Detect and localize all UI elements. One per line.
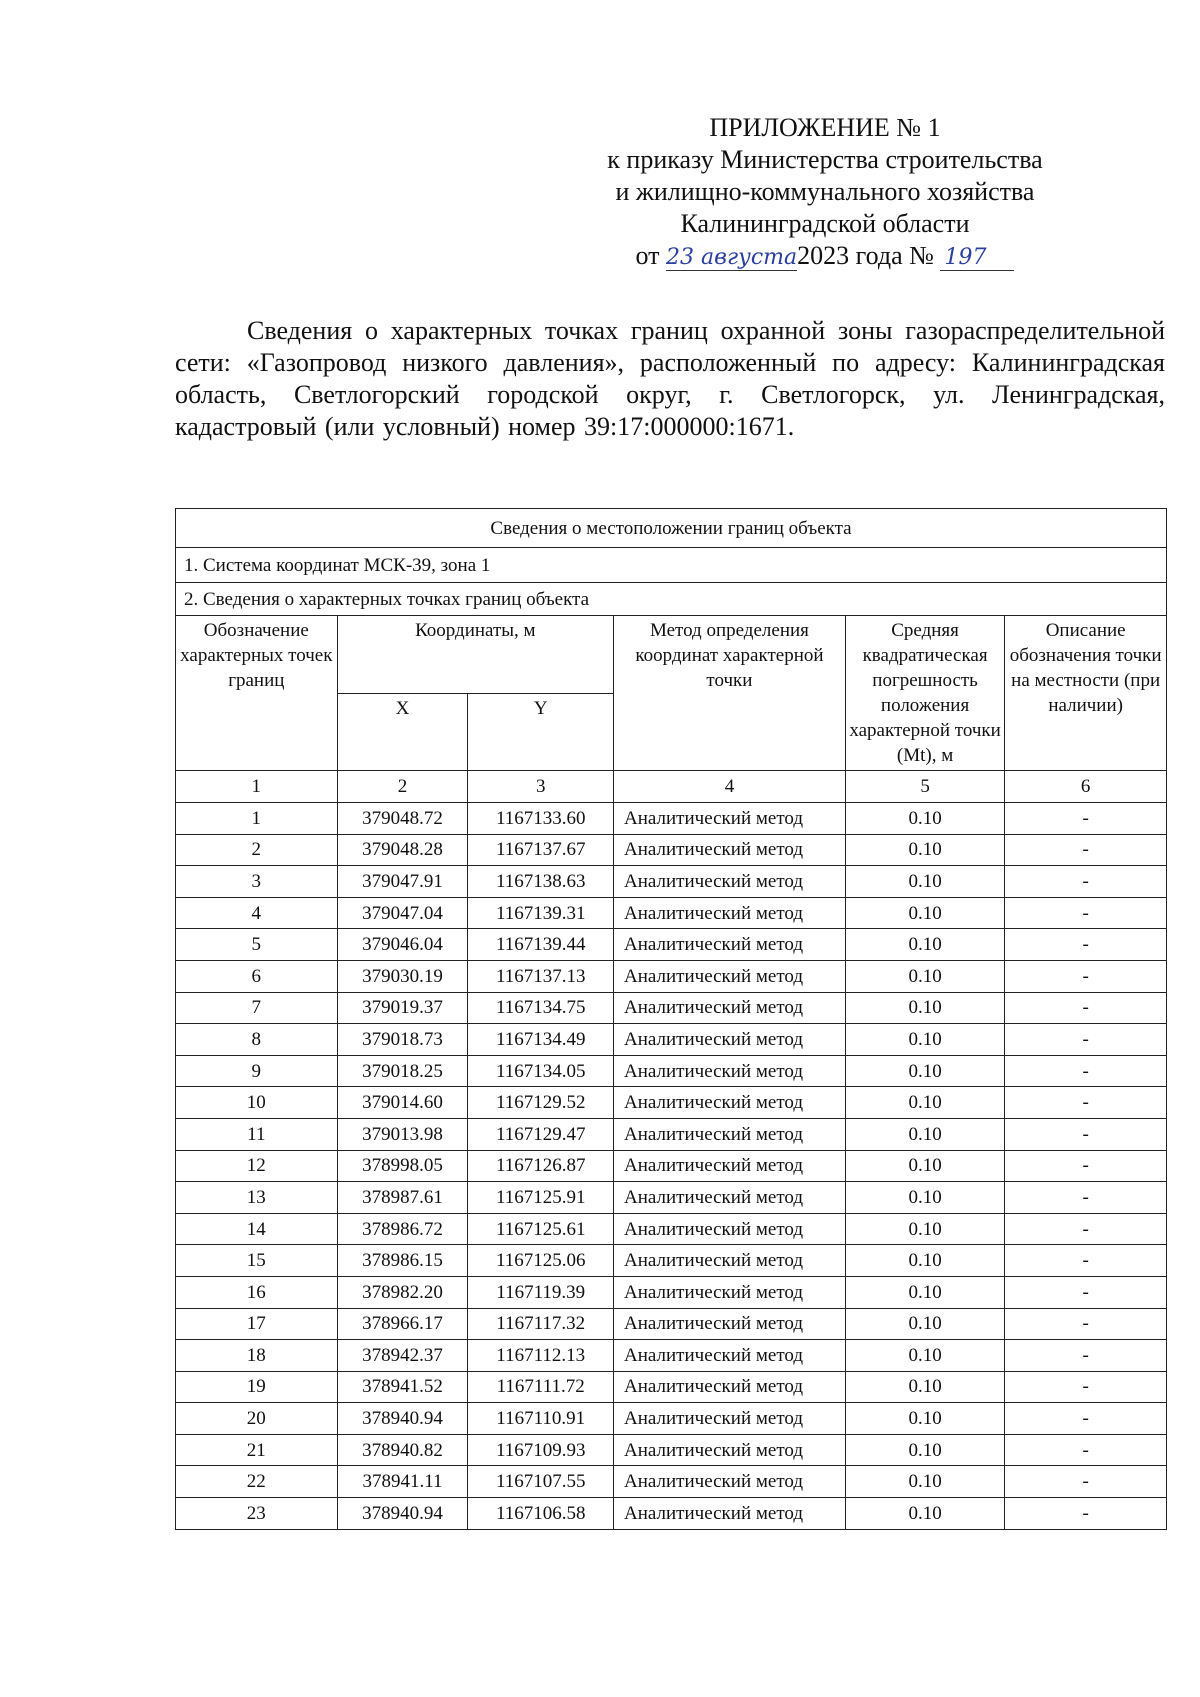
x-coordinate-cell: 378986.72 xyxy=(337,1213,468,1245)
description-cell: - xyxy=(1005,1024,1167,1056)
error-cell: 0.10 xyxy=(845,1498,1004,1530)
error-cell: 0.10 xyxy=(845,1403,1004,1435)
description-cell: - xyxy=(1005,1371,1167,1403)
description-cell: - xyxy=(1005,834,1167,866)
x-coordinate-cell: 379018.25 xyxy=(337,1055,468,1087)
y-coordinate-cell: 1167107.55 xyxy=(468,1466,614,1498)
point-number-cell: 10 xyxy=(176,1087,338,1119)
table-row xyxy=(176,834,1167,866)
y-coordinate-cell: 1167133.60 xyxy=(468,803,614,835)
x-coordinate-cell: 379030.19 xyxy=(337,960,468,992)
description-cell: - xyxy=(1005,1434,1167,1466)
y-coordinate-cell: 1167134.05 xyxy=(468,1055,614,1087)
description-cell: - xyxy=(1005,1308,1167,1340)
table-row xyxy=(176,897,1167,929)
error-cell: 0.10 xyxy=(845,803,1004,835)
point-number-cell: 14 xyxy=(176,1213,338,1245)
col-number: 2 xyxy=(337,771,468,803)
x-coordinate-cell: 379019.37 xyxy=(337,992,468,1024)
error-cell: 0.10 xyxy=(845,1466,1004,1498)
point-number-cell: 15 xyxy=(176,1245,338,1277)
table-row xyxy=(176,1308,1167,1340)
x-coordinate-cell: 379048.72 xyxy=(337,803,468,835)
y-coordinate-cell: 1167138.63 xyxy=(468,866,614,898)
point-number-cell: 18 xyxy=(176,1340,338,1372)
table-row xyxy=(176,1498,1167,1530)
description-cell: - xyxy=(1005,1182,1167,1214)
description-cell: - xyxy=(1005,1118,1167,1150)
table-row xyxy=(176,1371,1167,1403)
table-row xyxy=(176,1276,1167,1308)
column-number-row xyxy=(176,771,1167,803)
table-row xyxy=(176,1213,1167,1245)
point-number-cell: 5 xyxy=(176,929,338,961)
y-coordinate-cell: 1167137.13 xyxy=(468,960,614,992)
y-coordinate-cell: 1167109.93 xyxy=(468,1434,614,1466)
x-coordinate-cell: 378941.52 xyxy=(337,1371,468,1403)
error-cell: 0.10 xyxy=(845,1434,1004,1466)
appendix-header xyxy=(560,112,1090,272)
date-prefix: от xyxy=(635,241,660,270)
y-coordinate-cell: 1167139.31 xyxy=(468,897,614,929)
x-coordinate-cell: 379013.98 xyxy=(337,1118,468,1150)
x-coordinate-cell: 379048.28 xyxy=(337,834,468,866)
y-coordinate-cell: 1167112.13 xyxy=(468,1340,614,1372)
point-number-cell: 4 xyxy=(176,897,338,929)
handwritten-date: 23 августа xyxy=(666,245,798,270)
point-number-cell: 19 xyxy=(176,1371,338,1403)
appendix-title: ПРИЛОЖЕНИЕ № 1 xyxy=(709,113,941,142)
x-coordinate-cell: 378998.05 xyxy=(337,1150,468,1182)
y-coordinate-cell: 1167111.72 xyxy=(468,1371,614,1403)
method-cell: Аналитический метод xyxy=(614,1371,846,1403)
method-cell: Аналитический метод xyxy=(614,1340,846,1372)
table-row xyxy=(176,1466,1167,1498)
y-coordinate-cell: 1167137.67 xyxy=(468,834,614,866)
y-coordinate-cell: 1167106.58 xyxy=(468,1498,614,1530)
method-cell: Аналитический метод xyxy=(614,1024,846,1056)
col-header-method: Метод определения координат характерной точки xyxy=(614,616,846,771)
point-number-cell: 2 xyxy=(176,834,338,866)
description-cell: - xyxy=(1005,992,1167,1024)
table-row xyxy=(176,1118,1167,1150)
description-cell: - xyxy=(1005,1466,1167,1498)
method-cell: Аналитический метод xyxy=(614,803,846,835)
error-cell: 0.10 xyxy=(845,1245,1004,1277)
y-coordinate-cell: 1167125.91 xyxy=(468,1182,614,1214)
description-cell: - xyxy=(1005,1150,1167,1182)
table-row xyxy=(176,1245,1167,1277)
error-cell: 0.10 xyxy=(845,1213,1004,1245)
y-coordinate-cell: 1167134.75 xyxy=(468,992,614,1024)
method-cell: Аналитический метод xyxy=(614,1276,846,1308)
error-cell: 0.10 xyxy=(845,960,1004,992)
method-cell: Аналитический метод xyxy=(614,866,846,898)
point-number-cell: 13 xyxy=(176,1182,338,1214)
table-row xyxy=(176,1150,1167,1182)
col-number: 1 xyxy=(176,771,338,803)
x-coordinate-cell: 378987.61 xyxy=(337,1182,468,1214)
point-number-cell: 20 xyxy=(176,1403,338,1435)
error-cell: 0.10 xyxy=(845,866,1004,898)
description-cell: - xyxy=(1005,1087,1167,1119)
table-row xyxy=(176,1087,1167,1119)
error-cell: 0.10 xyxy=(845,1024,1004,1056)
method-cell: Аналитический метод xyxy=(614,1182,846,1214)
point-number-cell: 3 xyxy=(176,866,338,898)
appendix-date-line xyxy=(560,240,1090,272)
y-coordinate-cell: 1167110.91 xyxy=(468,1403,614,1435)
method-cell: Аналитический метод xyxy=(614,929,846,961)
method-cell: Аналитический метод xyxy=(614,1466,846,1498)
handwritten-order-number: 197 xyxy=(940,246,1014,271)
description-cell: - xyxy=(1005,1213,1167,1245)
error-cell: 0.10 xyxy=(845,1340,1004,1372)
col-header-y: Y xyxy=(468,693,614,771)
table-row xyxy=(176,1024,1167,1056)
col-number: 5 xyxy=(845,771,1004,803)
error-cell: 0.10 xyxy=(845,929,1004,961)
table-row xyxy=(176,1182,1167,1214)
y-coordinate-cell: 1167125.61 xyxy=(468,1213,614,1245)
point-number-cell: 7 xyxy=(176,992,338,1024)
description-cell: - xyxy=(1005,866,1167,898)
table-title: Сведения о местоположении границ объекта xyxy=(176,509,1167,548)
description-cell: - xyxy=(1005,929,1167,961)
description-cell: - xyxy=(1005,1055,1167,1087)
point-number-cell: 9 xyxy=(176,1055,338,1087)
point-number-cell: 11 xyxy=(176,1118,338,1150)
coord-system-row: 1. Система координат МСК-39, зона 1 xyxy=(176,548,1167,583)
error-cell: 0.10 xyxy=(845,834,1004,866)
col-number: 4 xyxy=(614,771,846,803)
x-coordinate-cell: 378940.94 xyxy=(337,1403,468,1435)
date-year: 2023 года № xyxy=(797,241,934,270)
point-number-cell: 12 xyxy=(176,1150,338,1182)
col-header-coordinates: Координаты, м xyxy=(337,616,613,694)
method-cell: Аналитический метод xyxy=(614,1434,846,1466)
intro-paragraph: Сведения о характерных точках границ охранной зоны газораспределительной сети: «Газопровод низкого давления», расположенный по адресу: Калининградская область, Светлогорский городской округ, г. Светлогорск, ул. Ленинградская, кадастровый (или условный) номер 39:17:000000:1671. xyxy=(175,316,1165,441)
col-number: 3 xyxy=(468,771,614,803)
x-coordinate-cell: 379018.73 xyxy=(337,1024,468,1056)
x-coordinate-cell: 379014.60 xyxy=(337,1087,468,1119)
y-coordinate-cell: 1167129.47 xyxy=(468,1118,614,1150)
point-number-cell: 1 xyxy=(176,803,338,835)
x-coordinate-cell: 378986.15 xyxy=(337,1245,468,1277)
point-number-cell: 6 xyxy=(176,960,338,992)
table-row xyxy=(176,1403,1167,1435)
description-cell: - xyxy=(1005,960,1167,992)
coordinates-table xyxy=(175,508,1167,1530)
points-heading-row: 2. Сведения о характерных точках границ объекта xyxy=(176,583,1167,616)
y-coordinate-cell: 1167126.87 xyxy=(468,1150,614,1182)
table-row xyxy=(176,866,1167,898)
error-cell: 0.10 xyxy=(845,897,1004,929)
method-cell: Аналитический метод xyxy=(614,834,846,866)
table-row xyxy=(176,803,1167,835)
method-cell: Аналитический метод xyxy=(614,1245,846,1277)
table-row xyxy=(176,929,1167,961)
error-cell: 0.10 xyxy=(845,1150,1004,1182)
y-coordinate-cell: 1167125.06 xyxy=(468,1245,614,1277)
description-cell: - xyxy=(1005,1340,1167,1372)
y-coordinate-cell: 1167129.52 xyxy=(468,1087,614,1119)
method-cell: Аналитический метод xyxy=(614,992,846,1024)
col-header-description: Описание обозначения точки на местности (при наличии) xyxy=(1005,616,1167,771)
x-coordinate-cell: 378982.20 xyxy=(337,1276,468,1308)
y-coordinate-cell: 1167139.44 xyxy=(468,929,614,961)
error-cell: 0.10 xyxy=(845,1118,1004,1150)
y-coordinate-cell: 1167134.49 xyxy=(468,1024,614,1056)
x-coordinate-cell: 379047.91 xyxy=(337,866,468,898)
error-cell: 0.10 xyxy=(845,1308,1004,1340)
method-cell: Аналитический метод xyxy=(614,897,846,929)
table-row xyxy=(176,992,1167,1024)
description-cell: - xyxy=(1005,803,1167,835)
col-number: 6 xyxy=(1005,771,1167,803)
point-number-cell: 16 xyxy=(176,1276,338,1308)
x-coordinate-cell: 378942.37 xyxy=(337,1340,468,1372)
x-coordinate-cell: 379047.04 xyxy=(337,897,468,929)
description-cell: - xyxy=(1005,1498,1167,1530)
error-cell: 0.10 xyxy=(845,1276,1004,1308)
description-cell: - xyxy=(1005,897,1167,929)
table-row xyxy=(176,1055,1167,1087)
point-number-cell: 8 xyxy=(176,1024,338,1056)
x-coordinate-cell: 378940.94 xyxy=(337,1498,468,1530)
method-cell: Аналитический метод xyxy=(614,1150,846,1182)
appendix-line-order: к приказу Министерства строительства xyxy=(607,145,1043,174)
description-cell: - xyxy=(1005,1245,1167,1277)
table-row xyxy=(176,1434,1167,1466)
col-header-point: Обозначение характерных точек границ xyxy=(176,616,338,771)
error-cell: 0.10 xyxy=(845,1371,1004,1403)
x-coordinate-cell: 378940.82 xyxy=(337,1434,468,1466)
description-cell: - xyxy=(1005,1403,1167,1435)
error-cell: 0.10 xyxy=(845,992,1004,1024)
x-coordinate-cell: 379046.04 xyxy=(337,929,468,961)
method-cell: Аналитический метод xyxy=(614,1403,846,1435)
y-coordinate-cell: 1167117.32 xyxy=(468,1308,614,1340)
method-cell: Аналитический метод xyxy=(614,1308,846,1340)
point-number-cell: 23 xyxy=(176,1498,338,1530)
table-row xyxy=(176,1340,1167,1372)
description-cell: - xyxy=(1005,1276,1167,1308)
y-coordinate-cell: 1167119.39 xyxy=(468,1276,614,1308)
error-cell: 0.10 xyxy=(845,1087,1004,1119)
method-cell: Аналитический метод xyxy=(614,1498,846,1530)
table-body xyxy=(176,803,1167,1530)
col-header-error: Средняя квадратическая погрешность положения характерной точки (Mt), м xyxy=(845,616,1004,771)
method-cell: Аналитический метод xyxy=(614,1118,846,1150)
point-number-cell: 21 xyxy=(176,1434,338,1466)
x-coordinate-cell: 378966.17 xyxy=(337,1308,468,1340)
method-cell: Аналитический метод xyxy=(614,960,846,992)
col-header-x: X xyxy=(337,693,468,771)
error-cell: 0.10 xyxy=(845,1055,1004,1087)
method-cell: Аналитический метод xyxy=(614,1087,846,1119)
appendix-line-region: Калининградской области xyxy=(680,209,970,238)
table-row xyxy=(176,960,1167,992)
x-coordinate-cell: 378941.11 xyxy=(337,1466,468,1498)
method-cell: Аналитический метод xyxy=(614,1055,846,1087)
appendix-line-ministry: и жилищно-коммунального хозяйства xyxy=(615,177,1035,206)
point-number-cell: 17 xyxy=(176,1308,338,1340)
point-number-cell: 22 xyxy=(176,1466,338,1498)
error-cell: 0.10 xyxy=(845,1182,1004,1214)
method-cell: Аналитический метод xyxy=(614,1213,846,1245)
